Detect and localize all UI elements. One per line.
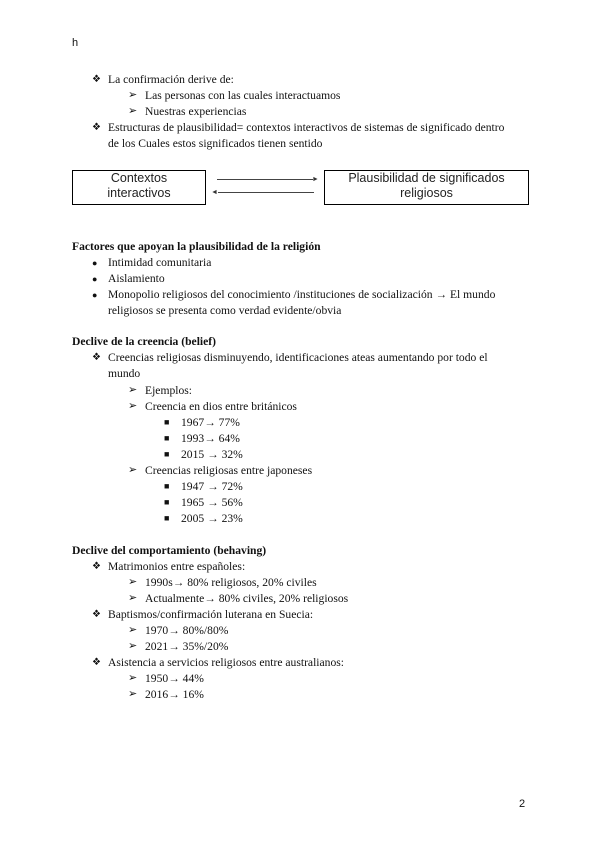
square-bullet-icon: ■ bbox=[164, 417, 170, 427]
section2-item-line1: Creencias religiosas disminuyendo, identificaciones ateas aumentando por todo el bbox=[108, 351, 488, 364]
square-bullet-icon: ■ bbox=[164, 513, 170, 523]
section1-bullet-1: Intimidad comunitaria bbox=[108, 256, 212, 269]
square-bullet-icon: ■ bbox=[164, 449, 170, 459]
section3-item-1-sub-2: Actualmente→ 80% civiles, 20% religiosos bbox=[145, 592, 349, 605]
arrow-bullet-icon: ➢ bbox=[128, 464, 138, 476]
diagram-left-line1: Contextos bbox=[110, 171, 168, 185]
section1-heading: Factores que apoyan la plausibilidad de la religión bbox=[72, 240, 321, 253]
arrow-left-line bbox=[218, 192, 314, 193]
diagram-left-line2: interactivos bbox=[107, 186, 171, 200]
japanese-value-2: 1965 → 56% bbox=[181, 496, 243, 509]
section3-item-3-sub-2: 2016→ 16% bbox=[145, 688, 204, 701]
diagram-right-line2: religiosos bbox=[400, 186, 453, 200]
britons-value-1: 1967→ 77% bbox=[181, 416, 240, 429]
dot-bullet-icon: ● bbox=[92, 274, 98, 284]
diamond-bullet-icon: ❖ bbox=[92, 561, 101, 572]
arrow-bullet-icon: ➢ bbox=[128, 624, 138, 636]
section3-item-2-sub-1: 1970→ 80%/80% bbox=[145, 624, 229, 637]
intro-item-1: La confirmación derive de: bbox=[108, 73, 234, 86]
section3-item-1-sub-1: 1990s→ 80% religiosos, 20% civiles bbox=[145, 576, 317, 589]
section3-item-2: Baptismos/confirmación luterana en Suecia: bbox=[108, 608, 314, 621]
arrow-bullet-icon: ➢ bbox=[128, 400, 138, 412]
diagram-right-box bbox=[324, 170, 529, 205]
intro-sub-1: Las personas con las cuales interactuamos bbox=[145, 89, 341, 102]
arrow-right-line bbox=[217, 179, 313, 180]
intro-item-2-line1: Estructuras de plausibilidad= contextos interactivos de sistemas de significado dentro bbox=[108, 121, 505, 134]
section1-bullet-3-line2: religiosos se presenta como verdad evidente/obvia bbox=[108, 304, 342, 317]
header-mark: h bbox=[72, 37, 79, 49]
diamond-bullet-icon: ❖ bbox=[92, 609, 101, 620]
diamond-bullet-icon: ❖ bbox=[92, 122, 101, 133]
arrow-bullet-icon: ➢ bbox=[128, 592, 138, 604]
section2-sub-japanese: Creencias religiosas entre japoneses bbox=[145, 464, 313, 477]
arrow-bullet-icon: ➢ bbox=[128, 89, 138, 101]
arrow-left-icon: ◄ bbox=[211, 188, 218, 196]
diamond-bullet-icon: ❖ bbox=[92, 657, 101, 668]
section3-heading: Declive del comportamiento (behaving) bbox=[72, 544, 267, 557]
square-bullet-icon: ■ bbox=[164, 481, 170, 491]
arrow-bullet-icon: ➢ bbox=[128, 672, 138, 684]
section2-sub-britons: Creencia en dios entre británicos bbox=[145, 400, 297, 413]
section2-item-line2: mundo bbox=[108, 367, 141, 380]
dot-bullet-icon: ● bbox=[92, 290, 98, 300]
arrow-bullet-icon: ➢ bbox=[128, 688, 138, 700]
section2-heading: Declive de la creencia (belief) bbox=[72, 335, 217, 348]
dot-bullet-icon: ● bbox=[92, 258, 98, 268]
arrow-bullet-icon: ➢ bbox=[128, 384, 138, 396]
britons-value-2: 1993→ 64% bbox=[181, 432, 240, 445]
section3-item-3: Asistencia a servicios religiosos entre australianos: bbox=[108, 656, 344, 669]
arrow-bullet-icon: ➢ bbox=[128, 640, 138, 652]
arrow-bullet-icon: ➢ bbox=[128, 576, 138, 588]
section3-item-2-sub-2: 2021→ 35%/20% bbox=[145, 640, 229, 653]
britons-value-3: 2015 → 32% bbox=[181, 448, 243, 461]
arrow-right-icon: ► bbox=[312, 175, 319, 183]
section2-sub-examples: Ejemplos: bbox=[145, 384, 193, 397]
section3-item-3-sub-1: 1950→ 44% bbox=[145, 672, 204, 685]
diagram-right-line1: Plausibilidad de significados bbox=[348, 171, 505, 185]
section3-item-1: Matrimonios entre españoles: bbox=[108, 560, 246, 573]
section1-bullet-3-line1: Monopolio religiosos del conocimiento /instituciones de socialización → El mundo bbox=[108, 288, 496, 301]
page-number: 2 bbox=[519, 798, 526, 810]
square-bullet-icon: ■ bbox=[164, 433, 170, 443]
intro-sub-2: Nuestras experiencias bbox=[145, 105, 247, 118]
diamond-bullet-icon: ❖ bbox=[92, 74, 101, 85]
intro-item-2-line2: de los Cuales estos significados tienen sentido bbox=[108, 137, 323, 150]
japanese-value-3: 2005 → 23% bbox=[181, 512, 243, 525]
diamond-bullet-icon: ❖ bbox=[92, 352, 101, 363]
section1-bullet-2: Aislamiento bbox=[108, 272, 165, 285]
arrow-bullet-icon: ➢ bbox=[128, 105, 138, 117]
diagram-left-box bbox=[72, 170, 206, 205]
square-bullet-icon: ■ bbox=[164, 497, 170, 507]
japanese-value-1: 1947 → 72% bbox=[181, 480, 243, 493]
